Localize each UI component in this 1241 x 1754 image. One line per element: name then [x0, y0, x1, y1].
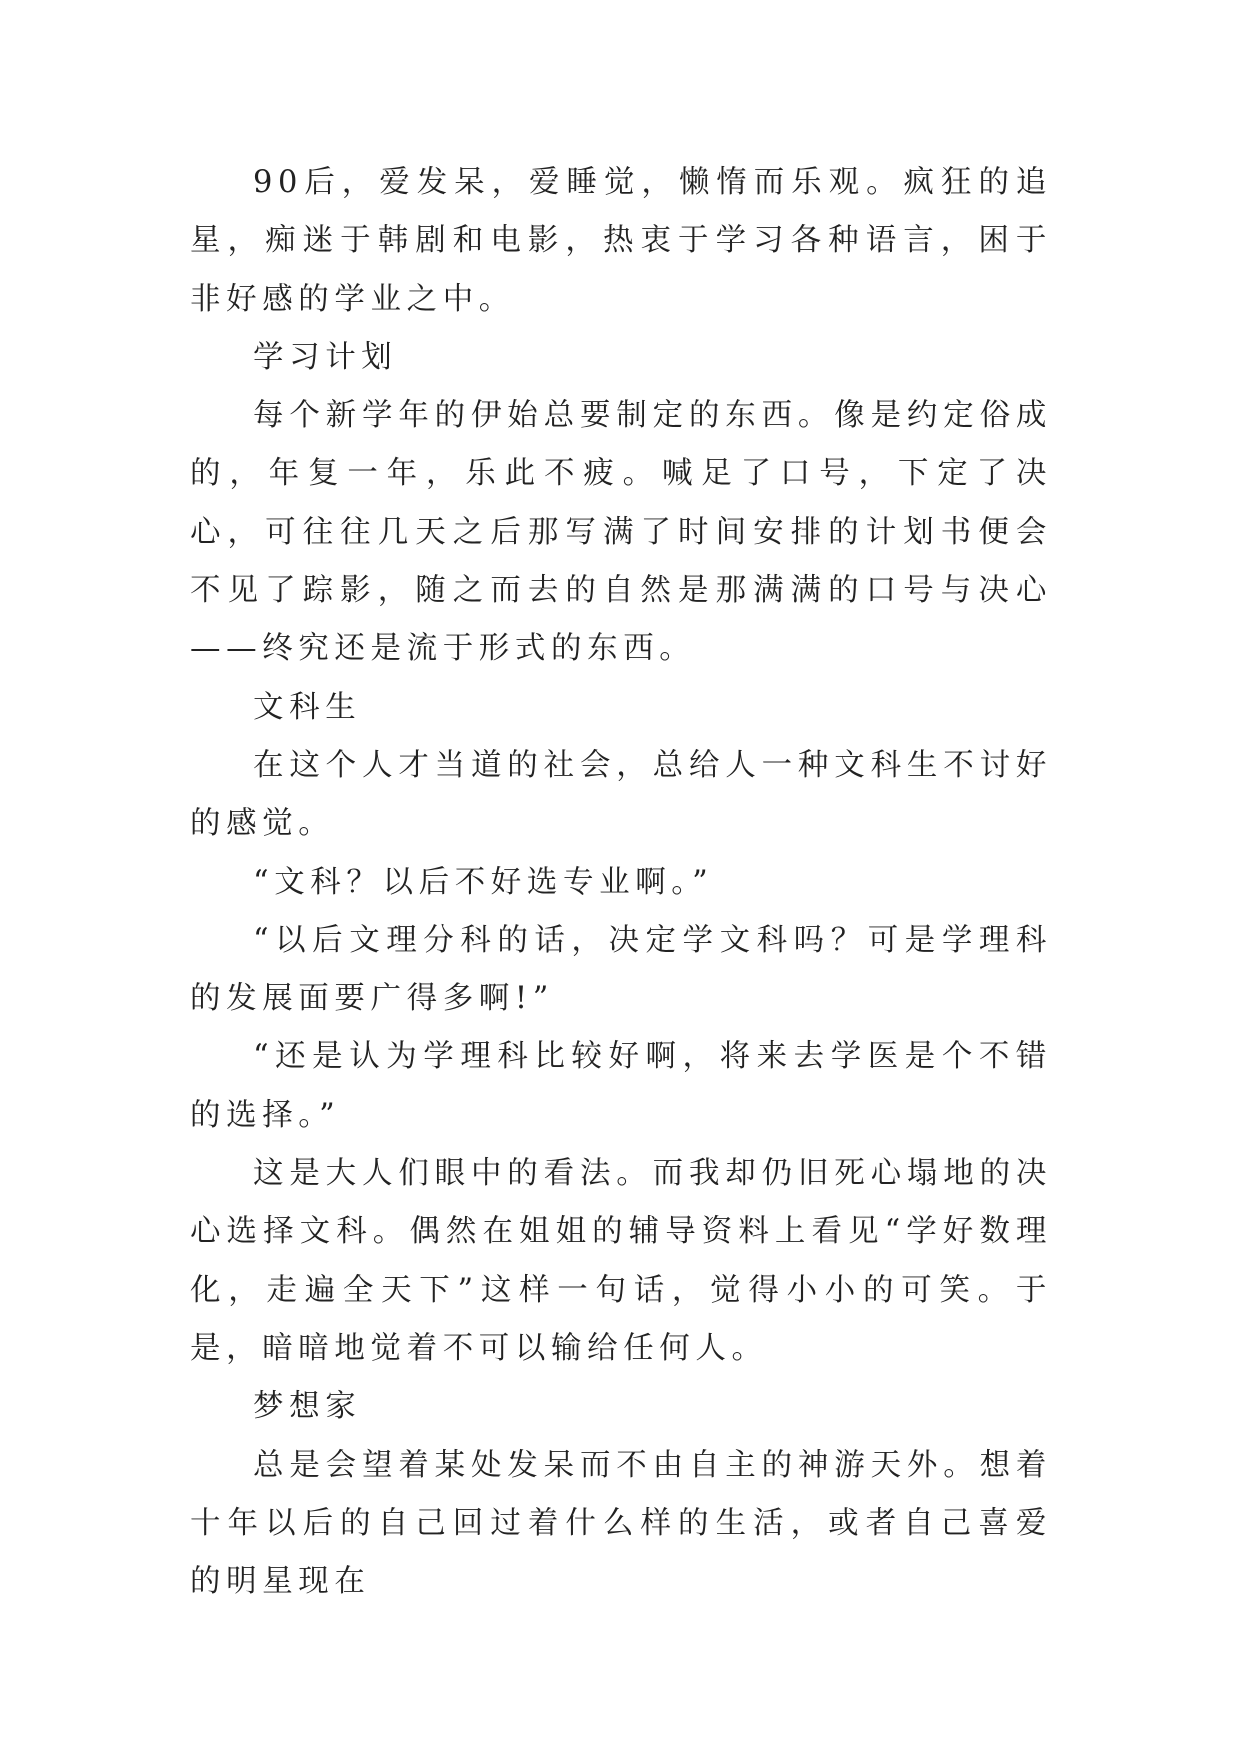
paragraph-intro: 90后，爱发呆，爱睡觉，懒惰而乐观。疯狂的追星，痴迷于韩剧和电影，热衷于学习各种语言，困于非好感的学业之中。 [190, 165, 1052, 317]
paragraph-liberal-arts: 在这个人才当道的社会，总给人一种文科生不讨好的感觉。 [190, 747, 1052, 842]
heading-study-plan: 学习计划 [253, 339, 398, 375]
paragraph-choice: 这是大人们眼中的看法。而我却仍旧死心塌地的决心选择文科。偶然在姐姐的辅导资料上看见“学好数理化，走遍全天下”这样一句话，觉得小小的可笑。于是，暗暗地觉着不可以输给任何人。 [190, 1156, 1052, 1366]
heading-liberal-arts: 文科生 [253, 689, 362, 725]
heading-dreamer: 梦想家 [253, 1389, 362, 1425]
paragraph-dreamer: 总是会望着某处发呆而不由自主的神游天外。想着十年以后的自己回过着什么样的生活，或者自己喜爱的明星现在 [190, 1447, 1052, 1600]
paragraph-study-plan: 每个新学年的伊始总要制定的东西。像是约定俗成的，年复一年，乐此不疲。喊足了口号，下定了决心，可往往几天之后那写满了时间安排的计划书便会不见了踪影，随之而去的自然是那满满的口号与决心——终究还是流于形式的东西。 [190, 398, 1052, 667]
quote-2: “以后文理分科的话，决定学文科吗？可是学理科的发展面要广得多啊!” [190, 922, 1052, 1017]
quote-3: “还是认为学理科比较好啊，将来去学医是个不错的选择。” [190, 1039, 1052, 1133]
document-body [190, 154, 1052, 1611]
quote-1: “文科？以后不好选专业啊。” [253, 864, 714, 900]
